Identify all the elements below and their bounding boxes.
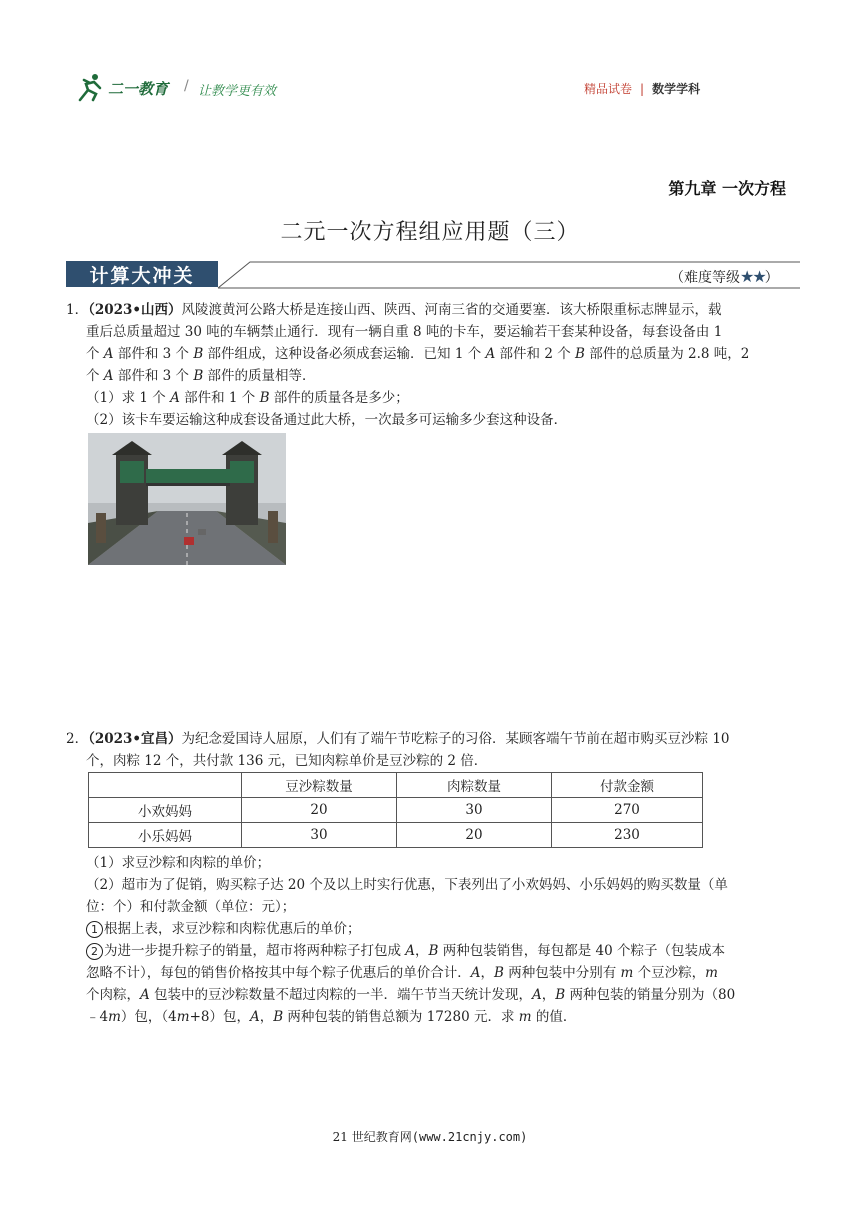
var-a: A [485,346,496,362]
table-row [89,798,703,823]
page-title: 二元一次方程组应用题（三） [280,220,580,245]
var-a: A [170,390,180,406]
var-a: A [470,965,481,981]
question-2-part-2-line-3 [66,984,816,1006]
question-text: 部件的质量相等． [203,368,316,384]
question-2-part-1 [66,918,816,940]
header-tag-subject: 数学学科 [652,82,701,96]
question-text: 个肉粽， [86,987,140,1003]
question-text: 部件的总质量为 2.8 吨，2 [584,346,750,362]
purchase-table [88,772,703,848]
question-text: 为进一步提升粽子的销量，超市将两种粽子打包成 [104,943,406,959]
question-1-line-2 [66,321,816,343]
table-header-cell [89,773,242,798]
var-a: A [249,1009,260,1025]
difficulty-rating [670,267,779,287]
question-1-line-3 [66,343,816,365]
var-m: m [108,1009,121,1025]
table-cell: 30 [397,798,552,823]
slogan: 让教学更有效 [198,84,277,99]
question-2-line-2 [66,750,816,772]
question-2-sub-2 [66,874,816,896]
section-banner [66,261,218,287]
var-a: A [140,987,150,1003]
circled-number: 1 [86,921,103,938]
table-header-row [89,773,703,798]
question-text: ， [541,987,556,1003]
question-2-line-1 [66,728,796,750]
var-b: B [259,390,270,406]
question-number: 2． [66,731,89,747]
table-cell: 20 [242,798,397,823]
question-2-part-2-line-2 [66,962,816,984]
question-text: 为纪念爱国诗人屈原，人们有了端午节吃粽子的习俗．某顾客端午节前在超市购买豆沙粽 10 [181,731,730,747]
question-text: 的值． [531,1009,577,1025]
question-text: 部件和 1 个 [179,390,260,406]
question-text: ）包，（4 [120,1009,177,1025]
var-b: B [428,943,439,959]
question-text: （2）超市为了促销，购买粽子达 20 个及以上时实行优惠，下表列出了小欢妈妈、小乐妈妈的购买数量（单 [86,877,728,893]
question-text: 部件和 3 个 [113,346,194,362]
question-text: 个豆沙粽， [633,965,706,981]
question-text: 重后总质量超过 30 吨的车辆禁止通行．现有一辆自重 8 吨的卡车，要运输若干套某种设备，每套设备由 1 [86,324,723,340]
question-2-part-2-line-4 [66,1006,816,1028]
question-text: 部件和 3 个 [113,368,194,384]
difficulty-label: （难度等级 [670,270,740,286]
bridge-photo [88,433,286,565]
var-b: B [555,987,566,1003]
table-cell: 270 [552,798,703,823]
var-a: A [103,368,114,384]
question-text: 个 [86,346,104,362]
table-row [89,823,703,848]
question-text: +8）包， [189,1009,250,1025]
question-2-part-2 [66,940,816,962]
question-text: 个 [86,368,104,384]
table-cell: 230 [552,823,703,848]
question-text: 部件组成，这种设备必须成套运输．已知 1 个 [203,346,486,362]
question-text: （2）该卡车要运输这种成套设备通过此大桥，一次最多可运输多少套这种设备． [86,412,568,428]
question-2-sub-1 [66,852,816,874]
question-text: 部件和 2 个 [495,346,576,362]
question-text: （1）求豆沙粽和肉粽的单价； [86,855,271,871]
var-m: m [176,1009,190,1025]
var-a: A [405,943,416,959]
footer-url: (www.21cnjy.com) [411,1130,528,1144]
header-separator: | [640,82,645,96]
var-a: A [103,346,114,362]
section-banner-label: 计算大冲关 [89,264,195,287]
question-text: 根据上表，求豆沙粽和肉粽优惠后的单价； [104,921,361,937]
question-1-line-4 [66,365,816,387]
question-text: 两种包装中分别有 [503,965,621,981]
table-cell: 20 [397,823,552,848]
question-text: ， [480,965,494,981]
question-text: 包装中的豆沙粽数量不超过肉粽的一半．端午节当天统计发现， [149,987,533,1003]
var-b: B [494,965,504,981]
brand-name: 二一教育 [108,80,169,98]
question-text: ﹣4 [86,1009,109,1025]
question-2-sub-2-cont [66,896,816,918]
question-text: 忽略不计），每包的销售价格按其中每个粽子优惠后的单价合计． [86,965,471,981]
question-text: 位：个）和付款金额（单位：元）； [86,899,296,915]
question-1-line-1 [66,299,796,321]
header-right [584,80,700,97]
var-b: B [273,1009,284,1025]
difficulty-suffix: ） [764,270,779,286]
var-m: m [518,1009,532,1025]
page-footer [0,1128,860,1145]
star-icon: ★★ [740,267,765,286]
slogan-separator: / [184,78,189,94]
question-text: 风陵渡黄河公路大桥是连接山西、陕西、河南三省的交通要塞．该大桥限重标志牌显示，载 [181,302,722,318]
question-1-sub-1 [66,387,816,409]
var-b: B [575,346,585,362]
question-1-sub-2 [66,409,816,431]
question-text: 两种包装销售，每包都是 40 个粽子（包装成本 [438,943,726,959]
var-m: m [705,965,718,981]
var-m: m [620,965,634,981]
question-source: （2023•山西） [88,302,182,318]
var-b: B [193,346,204,362]
question-text: ， [259,1009,274,1025]
runner-logo-icon [76,72,106,102]
table-header-cell: 肉粽数量 [397,773,552,798]
table-cell: 30 [242,823,397,848]
table-header-cell: 豆沙粽数量 [242,773,397,798]
question-text: ， [415,943,429,959]
question-text: （1）求 1 个 [86,390,171,406]
table-header-cell: 付款金额 [552,773,703,798]
footer-site: 21 世纪教育网 [332,1130,412,1144]
table-cell: 小欢妈妈 [89,798,242,823]
question-text: 部件的质量各是多少； [269,390,409,406]
question-number: 1． [66,302,89,318]
question-text: 两种包装的销售总额为 17280 元．求 [283,1009,519,1025]
question-text: 个，肉粽 12 个，共付款 136 元，已知肉粽单价是豆沙粽的 2 倍． [86,753,488,769]
circled-number: 2 [86,943,103,960]
var-b: B [193,368,204,384]
table-cell: 小乐妈妈 [89,823,242,848]
question-text: 两种包装的销量分别为（80 [565,987,736,1003]
question-source: （2023•宜昌） [88,731,182,747]
header-tag-premium: 精品试卷 [584,82,633,96]
chapter-title: 第九章 一次方程 [668,179,786,198]
var-a: A [532,987,542,1003]
